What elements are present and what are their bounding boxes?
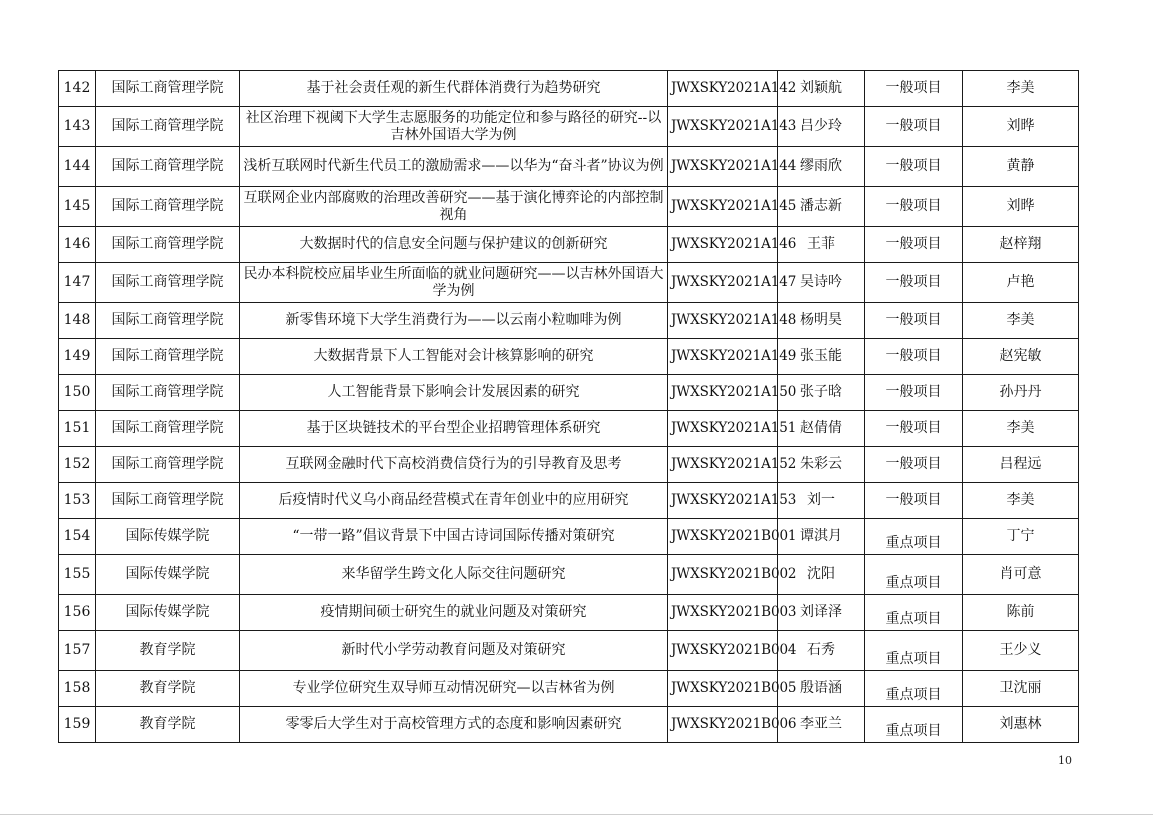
project-code: JWXSKY2021A143 (668, 107, 778, 147)
school-name: 教育学院 (96, 707, 240, 743)
advisor-name: 刘晔 (963, 187, 1079, 227)
school-name: 国际工商管理学院 (96, 447, 240, 483)
advisor-name: 卢艳 (963, 263, 1079, 303)
project-leader: 吕少玲 (778, 107, 865, 147)
project-leader: 杨明昊 (778, 303, 865, 339)
project-title: 基于区块链技术的平台型企业招聘管理体系研究 (240, 411, 668, 447)
school-name: 国际工商管理学院 (96, 411, 240, 447)
table-row (59, 339, 1079, 375)
project-type: 重点项目 (865, 631, 963, 671)
project-title: “一带一路”倡议背景下中国古诗词国际传播对策研究 (240, 519, 668, 555)
row-number: 149 (59, 339, 96, 375)
table-row (59, 147, 1079, 187)
school-name: 国际工商管理学院 (96, 375, 240, 411)
row-number: 156 (59, 595, 96, 631)
row-number: 157 (59, 631, 96, 671)
project-leader: 潘志新 (778, 187, 865, 227)
school-name: 国际工商管理学院 (96, 71, 240, 107)
project-type: 一般项目 (865, 71, 963, 107)
advisor-name: 刘晔 (963, 107, 1079, 147)
row-number: 153 (59, 483, 96, 519)
table-row (59, 227, 1079, 263)
project-title: 人工智能背景下影响会计发展因素的研究 (240, 375, 668, 411)
row-number: 142 (59, 71, 96, 107)
advisor-name: 李美 (963, 483, 1079, 519)
advisor-name: 赵宪敏 (963, 339, 1079, 375)
page-bottom-rule (0, 814, 1153, 815)
project-title: 浅析互联网时代新生代员工的激励需求——以华为“奋斗者”协议为例 (240, 147, 668, 187)
advisor-name: 陈前 (963, 595, 1079, 631)
table-row (59, 375, 1079, 411)
table-row (59, 263, 1079, 303)
project-code: JWXSKY2021A142 (668, 71, 778, 107)
table-row (59, 187, 1079, 227)
school-name: 国际工商管理学院 (96, 187, 240, 227)
project-type: 一般项目 (865, 447, 963, 483)
project-type: 重点项目 (865, 555, 963, 595)
table-row (59, 519, 1079, 555)
project-title: 民办本科院校应届毕业生所面临的就业问题研究——以吉林外国语大学为例 (240, 263, 668, 303)
table-row (59, 107, 1079, 147)
school-name: 国际传媒学院 (96, 595, 240, 631)
project-type: 一般项目 (865, 107, 963, 147)
project-code: JWXSKY2021A153 (668, 483, 778, 519)
project-leader: 李亚兰 (778, 707, 865, 743)
table-row (59, 447, 1079, 483)
school-name: 国际工商管理学院 (96, 107, 240, 147)
table-body (59, 71, 1079, 743)
project-leader: 石秀 (778, 631, 865, 671)
table-row (59, 595, 1079, 631)
project-code: JWXSKY2021A147 (668, 263, 778, 303)
project-code: JWXSKY2021A150 (668, 375, 778, 411)
project-code: JWXSKY2021A144 (668, 147, 778, 187)
school-name: 国际工商管理学院 (96, 303, 240, 339)
project-leader: 缪雨欣 (778, 147, 865, 187)
row-number: 145 (59, 187, 96, 227)
table-row (59, 483, 1079, 519)
project-type: 重点项目 (865, 671, 963, 707)
row-number: 150 (59, 375, 96, 411)
project-leader: 赵倩倩 (778, 411, 865, 447)
project-leader: 谭淇月 (778, 519, 865, 555)
school-name: 国际工商管理学院 (96, 339, 240, 375)
table-row (59, 303, 1079, 339)
advisor-name: 王少义 (963, 631, 1079, 671)
table-row (59, 411, 1079, 447)
project-code: JWXSKY2021A145 (668, 187, 778, 227)
project-leader: 刘译泽 (778, 595, 865, 631)
project-code: JWXSKY2021A152 (668, 447, 778, 483)
project-code: JWXSKY2021B005 (668, 671, 778, 707)
advisor-name: 卫沈丽 (963, 671, 1079, 707)
project-leader: 王菲 (778, 227, 865, 263)
project-leader: 刘颖航 (778, 71, 865, 107)
advisor-name: 丁宁 (963, 519, 1079, 555)
project-type: 重点项目 (865, 707, 963, 743)
row-number: 152 (59, 447, 96, 483)
project-leader: 殷语涵 (778, 671, 865, 707)
school-name: 教育学院 (96, 671, 240, 707)
project-title: 专业学位研究生双导师互动情况研究—以吉林省为例 (240, 671, 668, 707)
table-row (59, 707, 1079, 743)
project-list-table (58, 70, 1079, 743)
row-number: 154 (59, 519, 96, 555)
row-number: 147 (59, 263, 96, 303)
row-number: 143 (59, 107, 96, 147)
school-name: 教育学院 (96, 631, 240, 671)
row-number: 144 (59, 147, 96, 187)
project-type: 一般项目 (865, 483, 963, 519)
table-row (59, 631, 1079, 671)
project-code: JWXSKY2021B002 (668, 555, 778, 595)
advisor-name: 赵梓翔 (963, 227, 1079, 263)
project-code: JWXSKY2021B003 (668, 595, 778, 631)
table-row (59, 71, 1079, 107)
project-type: 重点项目 (865, 519, 963, 555)
school-name: 国际传媒学院 (96, 519, 240, 555)
project-type: 一般项目 (865, 339, 963, 375)
advisor-name: 肖可意 (963, 555, 1079, 595)
advisor-name: 李美 (963, 411, 1079, 447)
advisor-name: 李美 (963, 71, 1079, 107)
project-type: 一般项目 (865, 303, 963, 339)
project-type: 一般项目 (865, 147, 963, 187)
project-title: 大数据背景下人工智能对会计核算影响的研究 (240, 339, 668, 375)
project-title: 基于社会责任观的新生代群体消费行为趋势研究 (240, 71, 668, 107)
project-code: JWXSKY2021A151 (668, 411, 778, 447)
project-title: 大数据时代的信息安全问题与保护建议的创新研究 (240, 227, 668, 263)
project-leader: 刘一 (778, 483, 865, 519)
project-leader: 沈阳 (778, 555, 865, 595)
project-code: JWXSKY2021A149 (668, 339, 778, 375)
advisor-name: 刘惠林 (963, 707, 1079, 743)
project-title: 互联网金融时代下高校消费信贷行为的引导教育及思考 (240, 447, 668, 483)
row-number: 159 (59, 707, 96, 743)
project-type: 一般项目 (865, 227, 963, 263)
project-code: JWXSKY2021A146 (668, 227, 778, 263)
row-number: 146 (59, 227, 96, 263)
project-title: 互联网企业内部腐败的治理改善研究——基于演化博弈论的内部控制视角 (240, 187, 668, 227)
project-type: 一般项目 (865, 375, 963, 411)
table-row (59, 555, 1079, 595)
project-title: 新零售环境下大学生消费行为——以云南小粒咖啡为例 (240, 303, 668, 339)
project-leader: 张子晗 (778, 375, 865, 411)
row-number: 151 (59, 411, 96, 447)
project-title: 社区治理下视阈下大学生志愿服务的功能定位和参与路径的研究--以吉林外国语大学为例 (240, 107, 668, 147)
table-row (59, 671, 1079, 707)
project-leader: 吴诗吟 (778, 263, 865, 303)
project-code: JWXSKY2021B006 (668, 707, 778, 743)
project-code: JWXSKY2021A148 (668, 303, 778, 339)
project-leader: 朱彩云 (778, 447, 865, 483)
school-name: 国际工商管理学院 (96, 483, 240, 519)
project-type: 一般项目 (865, 187, 963, 227)
project-title: 来华留学生跨文化人际交往问题研究 (240, 555, 668, 595)
project-title: 疫情期间硕士研究生的就业问题及对策研究 (240, 595, 668, 631)
project-code: JWXSKY2021B004 (668, 631, 778, 671)
project-type: 重点项目 (865, 595, 963, 631)
row-number: 155 (59, 555, 96, 595)
school-name: 国际工商管理学院 (96, 147, 240, 187)
advisor-name: 吕程远 (963, 447, 1079, 483)
project-type: 一般项目 (865, 411, 963, 447)
project-title: 新时代小学劳动教育问题及对策研究 (240, 631, 668, 671)
project-code: JWXSKY2021B001 (668, 519, 778, 555)
row-number: 158 (59, 671, 96, 707)
page-number: 10 (1058, 754, 1072, 767)
advisor-name: 李美 (963, 303, 1079, 339)
project-leader: 张玉能 (778, 339, 865, 375)
project-title: 零零后大学生对于高校管理方式的态度和影响因素研究 (240, 707, 668, 743)
advisor-name: 黄静 (963, 147, 1079, 187)
row-number: 148 (59, 303, 96, 339)
project-type: 一般项目 (865, 263, 963, 303)
school-name: 国际传媒学院 (96, 555, 240, 595)
school-name: 国际工商管理学院 (96, 263, 240, 303)
advisor-name: 孙丹丹 (963, 375, 1079, 411)
school-name: 国际工商管理学院 (96, 227, 240, 263)
project-title: 后疫情时代义乌小商品经营模式在青年创业中的应用研究 (240, 483, 668, 519)
